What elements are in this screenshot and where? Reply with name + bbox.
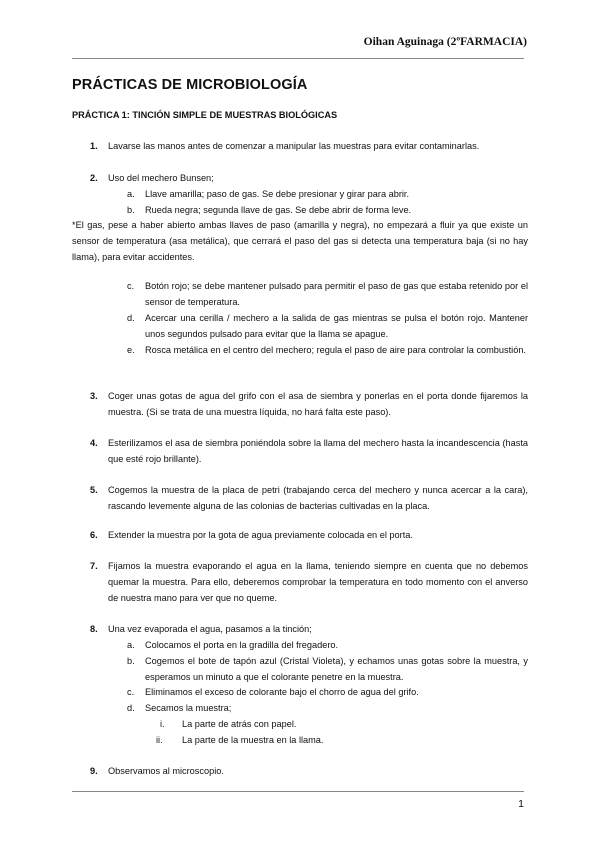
step-8b-letter: b. (127, 656, 135, 666)
step-2a-text: Llave amarilla; paso de gas. Se debe presionar y girar para abrir. (145, 189, 410, 199)
step-8d-ii-text: La parte de la muestra en la llama. (182, 735, 324, 745)
step-2b-text: Rueda negra; segunda llave de gas. Se debe abrir de forma leve. (145, 205, 412, 215)
gas-sensor-note: *El gas, pese a haber abierto ambas llaves de paso (amarilla y negra), no empezará a fluir ya que existe un sensor de temperatura (asa metálica), que cerrará el paso del gas si detecta una temperatura baja (si no hay llama), para evitar accidentes. (72, 220, 528, 262)
step-2c-text: Botón rojo; se debe mantener pulsado para permitir el paso de gas que estaba retenido por el sensor de temperatura. (145, 281, 528, 307)
header-author: Oihan Aguinaga (2ºFARMACIA) (363, 36, 527, 48)
step-4-number: 4. (90, 438, 98, 448)
step-2e-text: Rosca metálica en el centro del mechero; regula el paso de aire para controlar la combustión. (145, 345, 526, 355)
step-2b-letter: b. (127, 205, 135, 215)
step-1-number: 1. (90, 141, 98, 151)
footer-rule (72, 791, 524, 792)
header-rule (72, 58, 524, 59)
page-number: 1 (518, 798, 524, 810)
step-5-text: Cogemos la muestra de la placa de petri (trabajando cerca del mechero y nunca acercar a la cara), rascando levemente alguna de las colonias de bacterias cultivadas en la placa. (108, 485, 528, 511)
step-8d-i-numeral: i. (160, 719, 165, 729)
step-2-text: Uso del mechero Bunsen; (108, 173, 214, 183)
step-5-number: 5. (90, 485, 98, 495)
step-2e-letter: e. (127, 345, 135, 355)
step-8d-ii-numeral: ii. (156, 735, 163, 745)
step-1-text: Lavarse las manos antes de comenzar a manipular las muestras para evitar contaminarlas. (108, 141, 480, 151)
step-6-number: 6. (90, 530, 98, 540)
step-8a-text: Colocamos el porta en la gradilla del fregadero. (145, 640, 339, 650)
step-3-number: 3. (90, 391, 98, 401)
step-2d-text: Acercar una cerilla / mechero a la salida de gas mientras se pulsa el botón rojo. Mantener unos segundos pulsado para evitar que la llama se apague. (145, 313, 528, 339)
step-4-text: Esterilizamos el asa de siembra poniéndola sobre la llama del mechero hasta la incandescencia (hasta que esté rojo brillante). (108, 438, 528, 464)
step-2c-letter: c. (127, 281, 135, 291)
step-2a-letter: a. (127, 189, 135, 199)
practice-subtitle: PRÁCTICA 1: TINCIÓN SIMPLE DE MUESTRAS BIOLÓGICAS (72, 110, 338, 120)
step-8d-letter: d. (127, 703, 135, 713)
step-3-text: Coger unas gotas de agua del grifo con el asa de siembra y ponerlas en el porta donde fijaremos la muestra. (Si se trata de una muestra líquida, no hará falta este paso). (108, 391, 528, 417)
step-7-text: Fijamos la muestra evaporando el agua en la llama, teniendo siempre en cuenta que no debemos quemar la muestra. Para ello, deberemos comprobar la temperatura en todo momento con el anverso de nuestra mano para ver que no queme. (108, 561, 528, 603)
step-6-text: Extender la muestra por la gota de agua previamente colocada en el porta. (108, 530, 413, 540)
step-8c-letter: c. (127, 687, 135, 697)
step-8b-text: Cogemos el bote de tapón azul (Cristal Violeta), y echamos unas gotas sobre la muestra, y esperamos un minuto a que el colorante penetre en la muestra. (145, 656, 528, 682)
step-2-number: 2. (90, 173, 98, 183)
step-9-number: 9. (90, 766, 98, 776)
step-8a-letter: a. (127, 640, 135, 650)
step-8-number: 8. (90, 624, 98, 634)
step-8-text: Una vez evaporada el agua, pasamos a la tinción; (108, 624, 312, 634)
document-title: PRÁCTICAS DE MICROBIOLOGÍA (72, 77, 308, 93)
step-8d-i-text: La parte de atrás con papel. (182, 719, 297, 729)
step-8c-text: Eliminamos el exceso de colorante bajo el chorro de agua del grifo. (145, 687, 419, 697)
step-8d-text: Secamos la muestra; (145, 703, 232, 713)
step-7-number: 7. (90, 561, 98, 571)
step-9-text: Observamos al microscopio. (108, 766, 224, 776)
step-2d-letter: d. (127, 313, 135, 323)
